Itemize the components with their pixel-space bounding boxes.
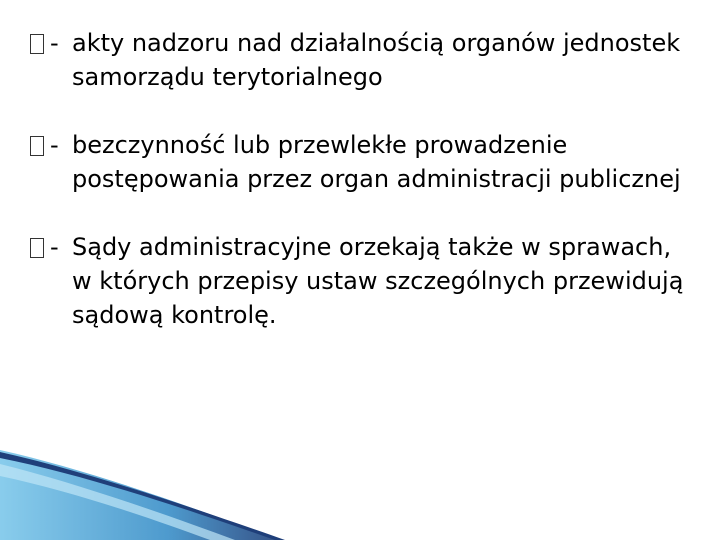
missing-glyph-icon — [30, 136, 44, 156]
bullet-item-3 — [30, 230, 690, 332]
bullet-list — [30, 26, 690, 366]
bullet-dash: - — [50, 131, 59, 159]
bullet-dash: - — [50, 233, 59, 261]
missing-glyph-icon — [30, 34, 44, 54]
bullet-item-1 — [30, 26, 690, 94]
bullet-marker — [30, 26, 59, 60]
missing-glyph-icon — [30, 238, 44, 258]
bullet-marker — [30, 128, 59, 162]
bullet-item-2 — [30, 128, 690, 196]
corner-swoosh-decoration — [0, 450, 720, 540]
bullet-text: bezczynność lub przewlekłe prowadzenie postępowania przez organ administracji publicznej — [72, 131, 681, 193]
bullet-marker — [30, 230, 59, 264]
bullet-text: Sądy administracyjne orzekają także w sprawach, w których przepisy ustaw szczególnych przewidują sądową kontrolę. — [72, 233, 684, 329]
bullet-text: akty nadzoru nad działalnością organów jednostek samorządu terytorialnego — [72, 29, 681, 91]
bullet-dash: - — [50, 29, 59, 57]
